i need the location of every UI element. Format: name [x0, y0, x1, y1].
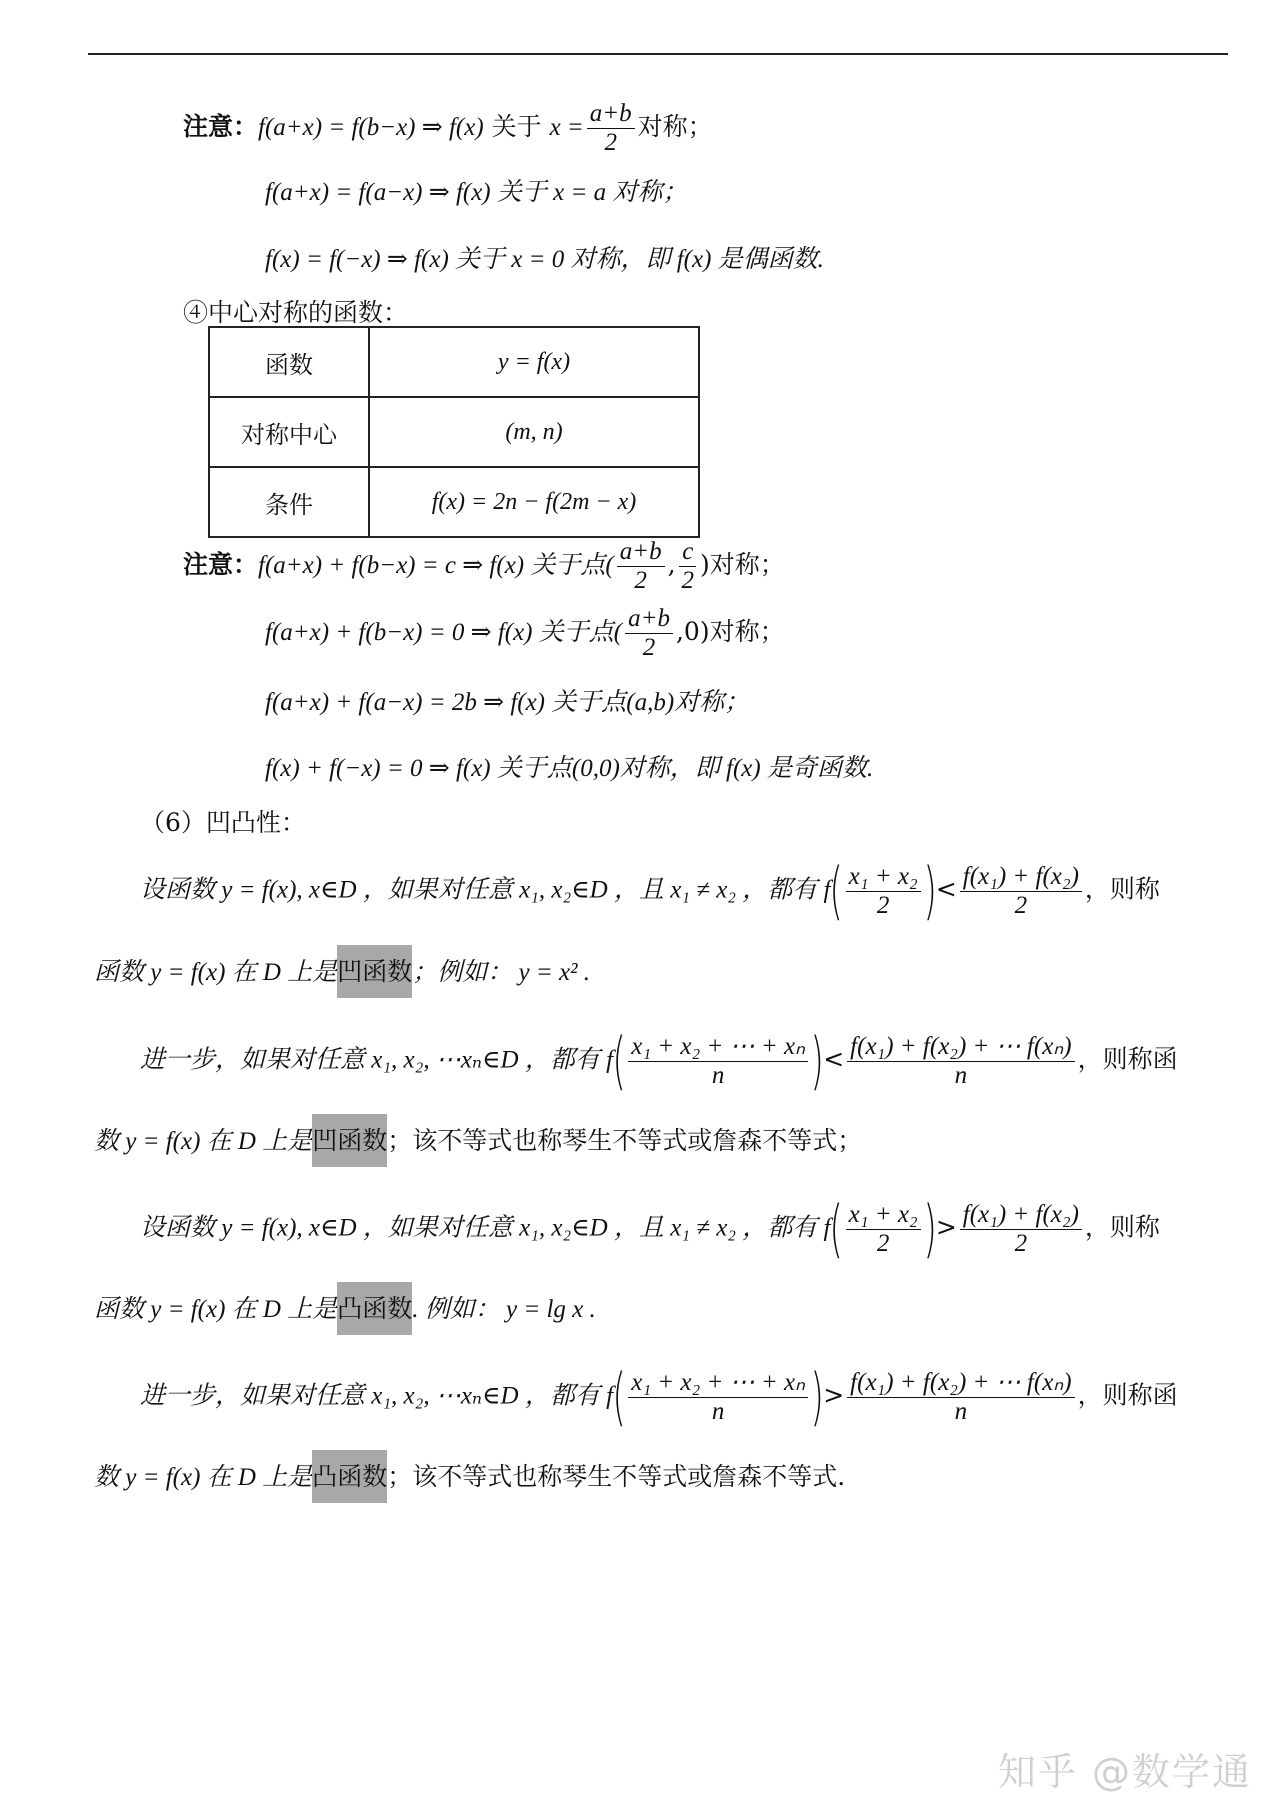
- p2-line1: 进一步，如果对任意 x₁, x₂, ⋯xₙ∈D ，都有 f( $\frac{\text{x₁ + x₂ + ⋯ + xₙ}}{n}$ )< $\frac{\text{f(x₁) + f(x₂) + ⋯ f(xₙ)}}{n}$ ，则称函: [140, 1024, 1178, 1097]
- fraction: $\frac{\text{x₁ + x₂}}{2}$: [846, 1201, 921, 1258]
- p1-line2: 函数 y = f(x) 在 D 上是凹函数；例如： y = x² .: [94, 955, 590, 990]
- note2-label: 注意：: [183, 550, 259, 579]
- fraction: $\frac{\text{f(x₁) + f(x₂)}}{2}$: [960, 863, 1082, 920]
- p2-line2: 数 y = f(x) 在 D 上是凹函数；该不等式也称琴生不等式或詹森不等式；: [94, 1124, 862, 1159]
- note2-line4: f(x) + f(−x) = 0 ⇒ f(x) 关于点(0,0)对称，即 f(x) 是奇函数.: [265, 755, 874, 782]
- section6-title: （6）凹凸性：: [140, 808, 306, 837]
- watermark: 知乎 @数学通: [997, 1750, 1252, 1794]
- note1-line1: 注意：f(a+x) = f(b−x) ⇒ f(x) 关于 x = $\frac{a+b}{2}$ 对称；: [183, 100, 713, 156]
- table-cell-value: (m, n): [369, 397, 699, 467]
- table-cell-label: 对称中心: [209, 397, 369, 467]
- p1-line1: 设函数 y = f(x), x∈D ，如果对任意 x₁, x₂∈D ，且 x₁ ≠ x₂ ，都有 f( $\frac{\text{x₁ + x₂}}{2}$ )< $\frac{\text{f(x₁) + f(x₂)}}{2}$ ，则称: [140, 854, 1160, 927]
- table-cell-value: y = f(x): [369, 327, 699, 397]
- fraction: $\frac{a+b}{2}$: [625, 605, 673, 662]
- table-row: [209, 327, 699, 397]
- fraction: $\frac{a+b}{2}$: [617, 538, 665, 595]
- p3-line1: 设函数 y = f(x), x∈D ，如果对任意 x₁, x₂∈D ，且 x₁ ≠ x₂ ，都有 f( $\frac{\text{x₁ + x₂}}{2}$ )> $\frac{\text{f(x₁) + f(x₂)}}{2}$ ，则称: [140, 1192, 1160, 1265]
- fraction: $\frac{\text{x₁ + x₂ + ⋯ + xₙ}}{n}$: [628, 1033, 808, 1090]
- highlight-concave: 凹函数: [337, 945, 412, 998]
- table-row: [209, 397, 699, 467]
- fraction: $\frac{a+b}{2}$: [587, 100, 635, 157]
- fraction: $\frac{\text{f(x₁) + f(x₂) + ⋯ f(xₙ)}}{n}$: [847, 1369, 1074, 1426]
- p4-line2: 数 y = f(x) 在 D 上是凸函数；该不等式也称琴生不等式或詹森不等式.: [94, 1460, 845, 1495]
- note1-line3: f(x) = f(−x) ⇒ f(x) 关于 x = 0 对称，即 f(x) 是偶函数.: [265, 246, 824, 273]
- p3-line2: 函数 y = f(x) 在 D 上是凸函数. 例如： y = lg x .: [94, 1292, 596, 1327]
- highlight-concave: 凹函数: [312, 1114, 387, 1167]
- section4-title: ④中心对称的函数：: [183, 298, 409, 327]
- table-cell-value: f(x) = 2n − f(2m − x): [369, 467, 699, 537]
- symmetry-table: [208, 326, 700, 538]
- note1-line2: f(a+x) = f(a−x) ⇒ f(x) 关于 x = a 对称；: [265, 179, 688, 206]
- top-rule: [88, 53, 1228, 55]
- table-cell-label: 函数: [209, 327, 369, 397]
- table-row: [209, 467, 699, 537]
- highlight-convex: 凸函数: [312, 1450, 387, 1503]
- fraction: $\frac{\text{f(x₁) + f(x₂)}}{2}$: [960, 1201, 1082, 1258]
- table-cell-label: 条件: [209, 467, 369, 537]
- p4-line1: 进一步，如果对任意 x₁, x₂, ⋯xₙ∈D ，都有 f( $\frac{\text{x₁ + x₂ + ⋯ + xₙ}}{n}$ )> $\frac{\text{f(x₁) + f(x₂) + ⋯ f(xₙ)}}{n}$ ，则称函: [140, 1360, 1178, 1433]
- note2-line3: f(a+x) + f(a−x) = 2b ⇒ f(x) 关于点(a,b)对称；: [265, 689, 750, 716]
- note2-line2: f(a+x) + f(b−x) = 0 ⇒ f(x) 关于点( $\frac{a+b}{2}$ ,0)对称；: [265, 605, 785, 661]
- note1-label: 注意：: [183, 112, 259, 141]
- highlight-convex: 凸函数: [337, 1282, 412, 1335]
- note2-line1: 注意：f(a+x) + f(b−x) = c ⇒ f(x) 关于点( $\frac{a+b}{2}$ , $\frac{c}{2}$ )对称；: [183, 538, 785, 594]
- fraction: $\frac{\text{f(x₁) + f(x₂) + ⋯ f(xₙ)}}{n}$: [847, 1033, 1074, 1090]
- fraction: $\frac{\text{x₁ + x₂}}{2}$: [846, 863, 921, 920]
- fraction: $\frac{\text{x₁ + x₂ + ⋯ + xₙ}}{n}$: [628, 1369, 808, 1426]
- fraction: $\frac{c}{2}$: [679, 538, 698, 595]
